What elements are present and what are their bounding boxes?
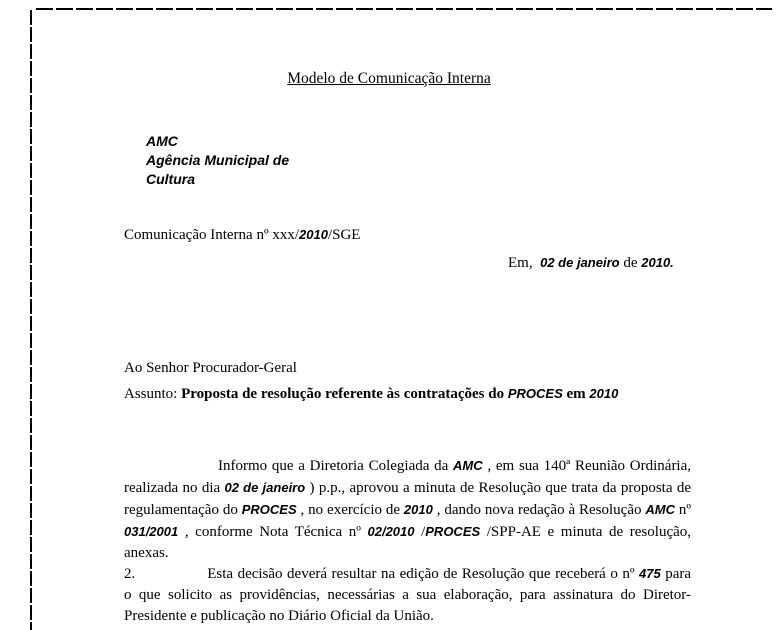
page-border-left [30, 10, 32, 630]
letterhead-org-name-line2: Cultura [146, 171, 195, 187]
body-text-segment: , em sua 140ª Reunião Ordinária, realizada no dia [124, 458, 692, 496]
reference-prefix: Comunicação Interna nº xxx/ [124, 227, 300, 243]
form-fill-value: 475 [639, 566, 661, 581]
subject-process-fill: PROCES [507, 386, 563, 401]
document-title [0, 70, 778, 88]
body-text-segment: Informo que a Diretoria Colegiada da [218, 458, 449, 474]
form-fill-value: PROCES [425, 524, 481, 539]
date-year-fill: 2010. [641, 255, 674, 270]
subject-line [124, 386, 618, 403]
form-fill-value: 031/2001 [124, 524, 179, 539]
letterhead [146, 132, 289, 189]
subject-connector: em [566, 386, 586, 402]
body-text-segment: /SPP-AE e minuta de resolução, anexas. [124, 524, 692, 561]
form-fill-value: PROCES [241, 502, 297, 517]
reference-year-fill: 2010 [299, 227, 328, 242]
subject-text: Proposta de resolução referente às contratações do [181, 386, 505, 402]
page-border-top [36, 8, 772, 10]
form-fill-value: AMC [645, 502, 675, 517]
form-fill-value: AMC [453, 458, 483, 473]
body-paragraph-1 [124, 455, 691, 564]
date-connector: de [623, 255, 638, 271]
reference-number-line [124, 227, 360, 244]
document-title-text: Modelo de Comunicação Interna [287, 70, 491, 87]
date-line [508, 255, 674, 272]
body-text-segment: , no exercício de [300, 502, 401, 518]
body-text-segment: para o que solicito as providências, necessárias a sua elaboração, para assinatura do Diretor-Presidente e publicação no Diário Oficial da União. [124, 566, 692, 624]
reference-suffix: /SGE [327, 227, 361, 243]
body-text-segment: / [421, 524, 426, 540]
body-text-segment: Esta decisão deverá resultar na edição de Resolução que receberá o nº [207, 566, 635, 582]
paragraph-number: 2. [124, 566, 136, 582]
form-fill-value: 2010 [403, 502, 433, 517]
addressee-line: Ao Senhor Procurador-Geral [124, 360, 297, 376]
date-day-fill: 02 de janeiro [540, 255, 620, 270]
form-fill-value: 02/2010 [367, 524, 415, 539]
subject-year-fill: 2010 [589, 386, 619, 401]
body-paragraph-2 [124, 563, 691, 627]
subject-label: Assunto: [124, 386, 178, 402]
date-prefix: Em, [508, 255, 533, 271]
body-text-segment: nº [678, 502, 692, 518]
body-text-segment: , conforme Nota Técnica nº [184, 524, 361, 540]
letterhead-org-name-line1: Agência Municipal de [146, 152, 290, 168]
form-fill-value: 02 de janeiro [224, 480, 306, 495]
body-text-segment: , dando nova redação à Resolução [436, 502, 642, 518]
letterhead-org-acronym: AMC [146, 133, 178, 149]
body-text-segment: ) p.p., aprovou a minuta de Resolução que trata da proposta de regulamentação do [124, 480, 692, 518]
